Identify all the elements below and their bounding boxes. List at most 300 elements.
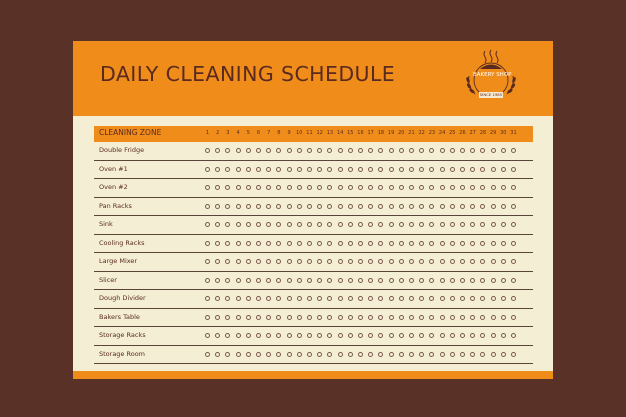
day-checkbox[interactable] — [419, 296, 424, 301]
day-checkbox[interactable] — [429, 296, 434, 301]
day-checkbox[interactable] — [327, 315, 332, 320]
day-checkbox[interactable] — [236, 259, 241, 264]
day-checkbox[interactable] — [368, 222, 373, 227]
day-checkbox[interactable] — [256, 241, 261, 246]
day-checkbox[interactable] — [450, 241, 455, 246]
day-checkbox[interactable] — [358, 333, 363, 338]
day-checkbox[interactable] — [511, 185, 516, 190]
day-checkbox[interactable] — [399, 278, 404, 283]
day-checkbox[interactable] — [276, 167, 281, 172]
day-checkbox[interactable] — [419, 259, 424, 264]
day-checkbox[interactable] — [297, 204, 302, 209]
day-checkbox[interactable] — [297, 296, 302, 301]
day-checkbox[interactable] — [511, 167, 516, 172]
day-checkbox[interactable] — [205, 222, 210, 227]
day-checkbox[interactable] — [419, 315, 424, 320]
day-checkbox[interactable] — [501, 222, 506, 227]
day-checkbox[interactable] — [307, 333, 312, 338]
day-checkbox[interactable] — [409, 185, 414, 190]
day-checkbox[interactable] — [501, 167, 506, 172]
day-checkbox[interactable] — [338, 259, 343, 264]
day-checkbox[interactable] — [450, 204, 455, 209]
day-checkbox[interactable] — [215, 204, 220, 209]
day-checkbox[interactable] — [307, 148, 312, 153]
day-checkbox[interactable] — [215, 241, 220, 246]
day-checkbox[interactable] — [470, 333, 475, 338]
day-checkbox[interactable] — [378, 296, 383, 301]
day-checkbox[interactable] — [276, 278, 281, 283]
day-checkbox[interactable] — [327, 222, 332, 227]
day-checkbox[interactable] — [287, 241, 292, 246]
day-checkbox[interactable] — [327, 278, 332, 283]
day-checkbox[interactable] — [368, 259, 373, 264]
day-checkbox[interactable] — [470, 259, 475, 264]
day-checkbox[interactable] — [470, 241, 475, 246]
day-checkbox[interactable] — [307, 278, 312, 283]
day-checkbox[interactable] — [460, 204, 465, 209]
day-checkbox[interactable] — [358, 352, 363, 357]
day-checkbox[interactable] — [460, 333, 465, 338]
day-checkbox[interactable] — [297, 185, 302, 190]
day-checkbox[interactable] — [480, 204, 485, 209]
day-checkbox[interactable] — [297, 148, 302, 153]
day-checkbox[interactable] — [460, 296, 465, 301]
day-checkbox[interactable] — [256, 278, 261, 283]
day-checkbox[interactable] — [225, 296, 230, 301]
day-checkbox[interactable] — [276, 315, 281, 320]
day-checkbox[interactable] — [358, 259, 363, 264]
day-checkbox[interactable] — [460, 185, 465, 190]
day-checkbox[interactable] — [236, 222, 241, 227]
day-checkbox[interactable] — [348, 167, 353, 172]
day-checkbox[interactable] — [256, 296, 261, 301]
day-checkbox[interactable] — [511, 148, 516, 153]
day-checkbox[interactable] — [348, 278, 353, 283]
day-checkbox[interactable] — [429, 222, 434, 227]
day-checkbox[interactable] — [501, 148, 506, 153]
day-checkbox[interactable] — [307, 222, 312, 227]
day-checkbox[interactable] — [215, 185, 220, 190]
day-checkbox[interactable] — [287, 204, 292, 209]
day-checkbox[interactable] — [205, 333, 210, 338]
day-checkbox[interactable] — [338, 315, 343, 320]
day-checkbox[interactable] — [246, 315, 251, 320]
day-checkbox[interactable] — [266, 278, 271, 283]
day-checkbox[interactable] — [225, 148, 230, 153]
day-checkbox[interactable] — [256, 204, 261, 209]
day-checkbox[interactable] — [491, 333, 496, 338]
day-checkbox[interactable] — [205, 315, 210, 320]
day-checkbox[interactable] — [399, 333, 404, 338]
day-checkbox[interactable] — [450, 185, 455, 190]
day-checkbox[interactable] — [501, 315, 506, 320]
day-checkbox[interactable] — [348, 241, 353, 246]
day-checkbox[interactable] — [317, 185, 322, 190]
day-checkbox[interactable] — [276, 333, 281, 338]
day-checkbox[interactable] — [378, 148, 383, 153]
day-checkbox[interactable] — [358, 241, 363, 246]
day-checkbox[interactable] — [236, 352, 241, 357]
day-checkbox[interactable] — [266, 148, 271, 153]
day-checkbox[interactable] — [409, 333, 414, 338]
day-checkbox[interactable] — [440, 222, 445, 227]
day-checkbox[interactable] — [368, 241, 373, 246]
day-checkbox[interactable] — [338, 167, 343, 172]
day-checkbox[interactable] — [419, 148, 424, 153]
day-checkbox[interactable] — [409, 148, 414, 153]
day-checkbox[interactable] — [327, 259, 332, 264]
day-checkbox[interactable] — [440, 315, 445, 320]
day-checkbox[interactable] — [440, 241, 445, 246]
day-checkbox[interactable] — [266, 259, 271, 264]
day-checkbox[interactable] — [378, 204, 383, 209]
day-checkbox[interactable] — [215, 315, 220, 320]
day-checkbox[interactable] — [440, 278, 445, 283]
day-checkbox[interactable] — [429, 204, 434, 209]
day-checkbox[interactable] — [266, 333, 271, 338]
day-checkbox[interactable] — [491, 315, 496, 320]
day-checkbox[interactable] — [450, 278, 455, 283]
day-checkbox[interactable] — [429, 167, 434, 172]
day-checkbox[interactable] — [480, 167, 485, 172]
day-checkbox[interactable] — [450, 296, 455, 301]
day-checkbox[interactable] — [225, 333, 230, 338]
day-checkbox[interactable] — [246, 222, 251, 227]
day-checkbox[interactable] — [287, 278, 292, 283]
day-checkbox[interactable] — [287, 148, 292, 153]
day-checkbox[interactable] — [297, 241, 302, 246]
day-checkbox[interactable] — [470, 185, 475, 190]
day-checkbox[interactable] — [419, 352, 424, 357]
day-checkbox[interactable] — [450, 352, 455, 357]
day-checkbox[interactable] — [389, 296, 394, 301]
day-checkbox[interactable] — [205, 296, 210, 301]
day-checkbox[interactable] — [236, 315, 241, 320]
day-checkbox[interactable] — [327, 296, 332, 301]
day-checkbox[interactable] — [236, 148, 241, 153]
day-checkbox[interactable] — [491, 222, 496, 227]
day-checkbox[interactable] — [491, 185, 496, 190]
day-checkbox[interactable] — [246, 241, 251, 246]
day-checkbox[interactable] — [358, 167, 363, 172]
day-checkbox[interactable] — [297, 352, 302, 357]
day-checkbox[interactable] — [236, 241, 241, 246]
day-checkbox[interactable] — [307, 352, 312, 357]
day-checkbox[interactable] — [419, 241, 424, 246]
day-checkbox[interactable] — [317, 148, 322, 153]
day-checkbox[interactable] — [399, 241, 404, 246]
day-checkbox[interactable] — [246, 204, 251, 209]
day-checkbox[interactable] — [256, 352, 261, 357]
day-checkbox[interactable] — [501, 333, 506, 338]
day-checkbox[interactable] — [246, 185, 251, 190]
day-checkbox[interactable] — [409, 352, 414, 357]
day-checkbox[interactable] — [470, 204, 475, 209]
day-checkbox[interactable] — [378, 241, 383, 246]
day-checkbox[interactable] — [450, 222, 455, 227]
day-checkbox[interactable] — [307, 167, 312, 172]
day-checkbox[interactable] — [389, 222, 394, 227]
day-checkbox[interactable] — [491, 278, 496, 283]
day-checkbox[interactable] — [470, 352, 475, 357]
day-checkbox[interactable] — [511, 241, 516, 246]
day-checkbox[interactable] — [501, 278, 506, 283]
day-checkbox[interactable] — [368, 204, 373, 209]
day-checkbox[interactable] — [358, 185, 363, 190]
day-checkbox[interactable] — [368, 148, 373, 153]
day-checkbox[interactable] — [327, 204, 332, 209]
day-checkbox[interactable] — [378, 185, 383, 190]
day-checkbox[interactable] — [429, 185, 434, 190]
day-checkbox[interactable] — [511, 296, 516, 301]
day-checkbox[interactable] — [470, 222, 475, 227]
day-checkbox[interactable] — [389, 167, 394, 172]
day-checkbox[interactable] — [480, 315, 485, 320]
day-checkbox[interactable] — [236, 278, 241, 283]
day-checkbox[interactable] — [236, 204, 241, 209]
day-checkbox[interactable] — [205, 352, 210, 357]
day-checkbox[interactable] — [215, 296, 220, 301]
day-checkbox[interactable] — [327, 148, 332, 153]
day-checkbox[interactable] — [225, 259, 230, 264]
day-checkbox[interactable] — [205, 204, 210, 209]
day-checkbox[interactable] — [399, 148, 404, 153]
day-checkbox[interactable] — [338, 222, 343, 227]
day-checkbox[interactable] — [480, 259, 485, 264]
day-checkbox[interactable] — [368, 185, 373, 190]
day-checkbox[interactable] — [297, 315, 302, 320]
day-checkbox[interactable] — [511, 278, 516, 283]
day-checkbox[interactable] — [368, 352, 373, 357]
day-checkbox[interactable] — [389, 185, 394, 190]
day-checkbox[interactable] — [307, 259, 312, 264]
day-checkbox[interactable] — [440, 167, 445, 172]
day-checkbox[interactable] — [358, 315, 363, 320]
day-checkbox[interactable] — [266, 241, 271, 246]
day-checkbox[interactable] — [389, 259, 394, 264]
day-checkbox[interactable] — [440, 296, 445, 301]
day-checkbox[interactable] — [491, 259, 496, 264]
day-checkbox[interactable] — [429, 333, 434, 338]
day-checkbox[interactable] — [450, 148, 455, 153]
day-checkbox[interactable] — [317, 333, 322, 338]
day-checkbox[interactable] — [225, 185, 230, 190]
day-checkbox[interactable] — [409, 278, 414, 283]
day-checkbox[interactable] — [501, 352, 506, 357]
day-checkbox[interactable] — [307, 296, 312, 301]
day-checkbox[interactable] — [399, 185, 404, 190]
day-checkbox[interactable] — [429, 352, 434, 357]
day-checkbox[interactable] — [460, 148, 465, 153]
day-checkbox[interactable] — [511, 259, 516, 264]
day-checkbox[interactable] — [266, 296, 271, 301]
day-checkbox[interactable] — [317, 352, 322, 357]
day-checkbox[interactable] — [470, 278, 475, 283]
day-checkbox[interactable] — [205, 259, 210, 264]
day-checkbox[interactable] — [480, 185, 485, 190]
day-checkbox[interactable] — [338, 333, 343, 338]
day-checkbox[interactable] — [348, 315, 353, 320]
day-checkbox[interactable] — [338, 352, 343, 357]
day-checkbox[interactable] — [205, 167, 210, 172]
day-checkbox[interactable] — [399, 296, 404, 301]
day-checkbox[interactable] — [225, 204, 230, 209]
day-checkbox[interactable] — [348, 222, 353, 227]
day-checkbox[interactable] — [480, 241, 485, 246]
day-checkbox[interactable] — [511, 204, 516, 209]
day-checkbox[interactable] — [450, 315, 455, 320]
day-checkbox[interactable] — [501, 185, 506, 190]
day-checkbox[interactable] — [287, 167, 292, 172]
day-checkbox[interactable] — [450, 333, 455, 338]
day-checkbox[interactable] — [399, 315, 404, 320]
day-checkbox[interactable] — [317, 278, 322, 283]
day-checkbox[interactable] — [368, 333, 373, 338]
day-checkbox[interactable] — [399, 352, 404, 357]
day-checkbox[interactable] — [317, 241, 322, 246]
day-checkbox[interactable] — [276, 148, 281, 153]
day-checkbox[interactable] — [378, 222, 383, 227]
day-checkbox[interactable] — [470, 148, 475, 153]
day-checkbox[interactable] — [368, 315, 373, 320]
day-checkbox[interactable] — [287, 259, 292, 264]
day-checkbox[interactable] — [287, 185, 292, 190]
day-checkbox[interactable] — [429, 241, 434, 246]
day-checkbox[interactable] — [276, 241, 281, 246]
day-checkbox[interactable] — [389, 315, 394, 320]
day-checkbox[interactable] — [460, 352, 465, 357]
day-checkbox[interactable] — [225, 352, 230, 357]
day-checkbox[interactable] — [440, 204, 445, 209]
day-checkbox[interactable] — [491, 352, 496, 357]
day-checkbox[interactable] — [440, 259, 445, 264]
day-checkbox[interactable] — [399, 222, 404, 227]
day-checkbox[interactable] — [348, 333, 353, 338]
day-checkbox[interactable] — [317, 222, 322, 227]
day-checkbox[interactable] — [419, 185, 424, 190]
day-checkbox[interactable] — [297, 278, 302, 283]
day-checkbox[interactable] — [297, 222, 302, 227]
day-checkbox[interactable] — [338, 185, 343, 190]
day-checkbox[interactable] — [429, 278, 434, 283]
day-checkbox[interactable] — [389, 148, 394, 153]
day-checkbox[interactable] — [276, 222, 281, 227]
day-checkbox[interactable] — [440, 148, 445, 153]
day-checkbox[interactable] — [266, 222, 271, 227]
day-checkbox[interactable] — [205, 185, 210, 190]
day-checkbox[interactable] — [358, 296, 363, 301]
day-checkbox[interactable] — [450, 167, 455, 172]
day-checkbox[interactable] — [205, 241, 210, 246]
day-checkbox[interactable] — [246, 352, 251, 357]
day-checkbox[interactable] — [317, 167, 322, 172]
day-checkbox[interactable] — [480, 222, 485, 227]
day-checkbox[interactable] — [225, 241, 230, 246]
day-checkbox[interactable] — [491, 241, 496, 246]
day-checkbox[interactable] — [338, 204, 343, 209]
day-checkbox[interactable] — [307, 185, 312, 190]
day-checkbox[interactable] — [429, 259, 434, 264]
day-checkbox[interactable] — [511, 352, 516, 357]
day-checkbox[interactable] — [348, 148, 353, 153]
day-checkbox[interactable] — [511, 333, 516, 338]
day-checkbox[interactable] — [491, 296, 496, 301]
day-checkbox[interactable] — [225, 315, 230, 320]
day-checkbox[interactable] — [419, 204, 424, 209]
day-checkbox[interactable] — [358, 148, 363, 153]
day-checkbox[interactable] — [501, 259, 506, 264]
day-checkbox[interactable] — [440, 333, 445, 338]
day-checkbox[interactable] — [287, 222, 292, 227]
day-checkbox[interactable] — [511, 222, 516, 227]
day-checkbox[interactable] — [297, 259, 302, 264]
day-checkbox[interactable] — [276, 185, 281, 190]
day-checkbox[interactable] — [409, 241, 414, 246]
day-checkbox[interactable] — [378, 315, 383, 320]
day-checkbox[interactable] — [338, 296, 343, 301]
day-checkbox[interactable] — [266, 204, 271, 209]
day-checkbox[interactable] — [460, 241, 465, 246]
day-checkbox[interactable] — [501, 204, 506, 209]
day-checkbox[interactable] — [460, 259, 465, 264]
day-checkbox[interactable] — [327, 352, 332, 357]
day-checkbox[interactable] — [327, 185, 332, 190]
day-checkbox[interactable] — [480, 333, 485, 338]
day-checkbox[interactable] — [470, 167, 475, 172]
day-checkbox[interactable] — [460, 315, 465, 320]
day-checkbox[interactable] — [307, 315, 312, 320]
day-checkbox[interactable] — [317, 296, 322, 301]
day-checkbox[interactable] — [215, 278, 220, 283]
day-checkbox[interactable] — [256, 185, 261, 190]
day-checkbox[interactable] — [409, 315, 414, 320]
day-checkbox[interactable] — [215, 352, 220, 357]
day-checkbox[interactable] — [389, 278, 394, 283]
day-checkbox[interactable] — [276, 204, 281, 209]
day-checkbox[interactable] — [215, 167, 220, 172]
day-checkbox[interactable] — [205, 148, 210, 153]
day-checkbox[interactable] — [215, 222, 220, 227]
day-checkbox[interactable] — [358, 278, 363, 283]
day-checkbox[interactable] — [327, 241, 332, 246]
day-checkbox[interactable] — [378, 352, 383, 357]
day-checkbox[interactable] — [470, 296, 475, 301]
day-checkbox[interactable] — [409, 296, 414, 301]
day-checkbox[interactable] — [307, 204, 312, 209]
day-checkbox[interactable] — [389, 352, 394, 357]
day-checkbox[interactable] — [276, 259, 281, 264]
day-checkbox[interactable] — [236, 296, 241, 301]
day-checkbox[interactable] — [348, 296, 353, 301]
day-checkbox[interactable] — [389, 241, 394, 246]
day-checkbox[interactable] — [470, 315, 475, 320]
day-checkbox[interactable] — [429, 148, 434, 153]
day-checkbox[interactable] — [348, 259, 353, 264]
day-checkbox[interactable] — [501, 296, 506, 301]
day-checkbox[interactable] — [480, 148, 485, 153]
day-checkbox[interactable] — [480, 296, 485, 301]
day-checkbox[interactable] — [205, 278, 210, 283]
day-checkbox[interactable] — [225, 167, 230, 172]
day-checkbox[interactable] — [256, 167, 261, 172]
day-checkbox[interactable] — [460, 222, 465, 227]
day-checkbox[interactable] — [266, 185, 271, 190]
day-checkbox[interactable] — [511, 315, 516, 320]
day-checkbox[interactable] — [460, 278, 465, 283]
day-checkbox[interactable] — [450, 259, 455, 264]
day-checkbox[interactable] — [429, 315, 434, 320]
day-checkbox[interactable] — [256, 148, 261, 153]
